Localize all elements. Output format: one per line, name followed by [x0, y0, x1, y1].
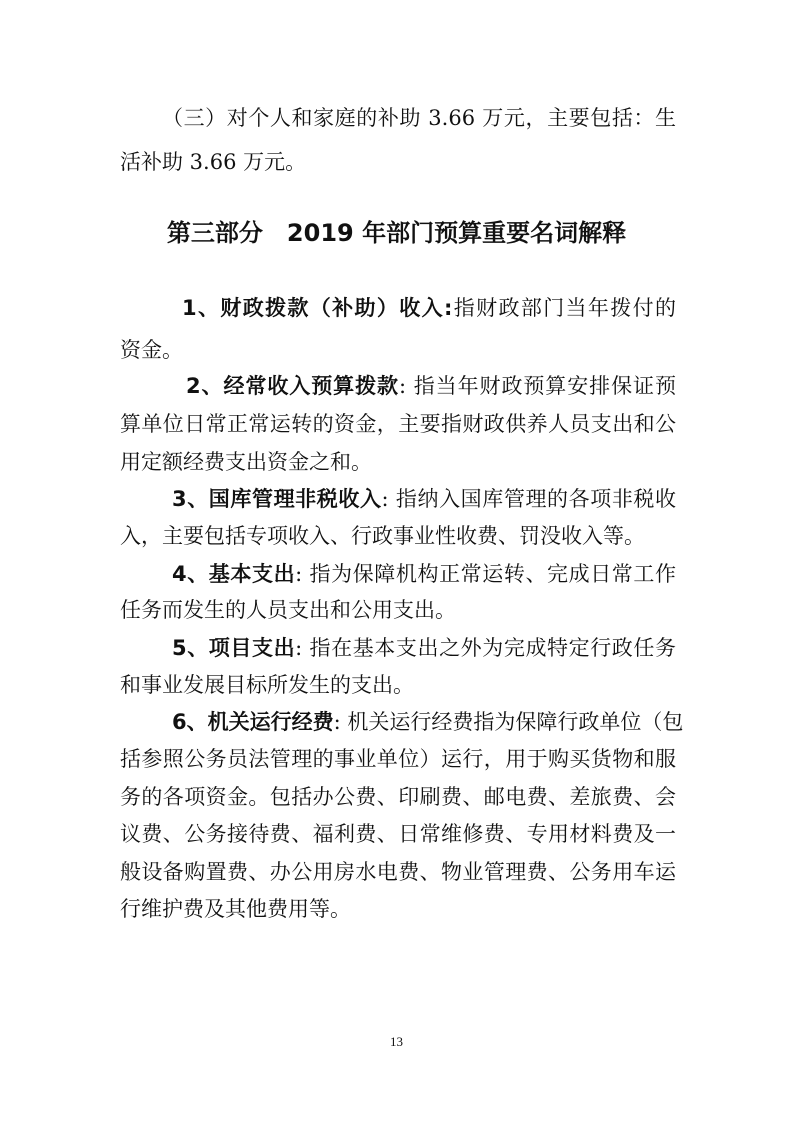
term-6-line-3: 务的各项资金。包括办公费、印刷费、邮电费、差旅费、会 [120, 785, 676, 809]
term-5-label: 5、项目支出 [172, 636, 296, 660]
term-6-line-5: 般设备购置费、办公用房水电费、物业管理费、公务用车运 [120, 860, 676, 884]
section-heading [0, 216, 793, 250]
term-3-label: 3、国库管理非税收入 [172, 487, 382, 511]
term-6-line-1 [120, 707, 684, 737]
para-3-line-2: 活补助 3.66 万元。 [120, 150, 307, 174]
term-5-def: : 指在基本支出之外为完成特定行政任务 [295, 636, 676, 660]
term-4-line-2: 任务而发生的人员支出和公用支出。 [120, 598, 456, 622]
term-5-line-2: 和事业发展目标所发生的支出。 [120, 673, 414, 697]
page-number: 13 [390, 1034, 403, 1049]
para-3-line-1: （三）对个人和家庭的补助 3.66 万元，主要包括：生 [162, 106, 676, 130]
term-1-def: 指财政部门当年拨付的 [452, 296, 677, 320]
term-1-label: 1、财政拨款（补助）收入: [182, 296, 453, 320]
term-3-def: : 指纳入国库管理的各项非税收 [381, 487, 676, 511]
term-3-line-1 [120, 484, 676, 514]
term-6-line-2: 括参照公务员法管理的事业单位）运行，用于购买货物和服 [120, 747, 676, 771]
term-6-def: : 机关运行经费指为保障行政单位（包 [333, 710, 684, 734]
heading-part: 第三部分 [166, 219, 263, 247]
term-2-line-1 [120, 371, 676, 401]
term-1-line-1 [120, 293, 676, 323]
term-4-def: : 指为保障机构正常运转、完成日常工作 [295, 562, 676, 586]
term-3-line-2: 入，主要包括专项收入、行政事业性收费、罚没收入等。 [120, 524, 645, 548]
term-2-line-2: 算单位日常正常运转的资金，主要指财政供养人员支出和公 [120, 412, 676, 436]
term-2-def: : 指当年财政预算安排保证预 [399, 374, 676, 398]
term-6-label: 6、机关运行经费 [172, 710, 334, 734]
term-2-line-3: 用定额经费支出资金之和。 [120, 450, 372, 474]
heading-title: 2019 年部门预算重要名词解释 [286, 219, 627, 247]
term-2-label: 2、经常收入预算拨款 [186, 374, 399, 398]
term-4-label: 4、基本支出 [172, 562, 296, 586]
term-5-line-1 [120, 633, 676, 663]
term-6-line-4: 议费、公务接待费、福利费、日常维修费、专用材料费及一 [120, 822, 676, 846]
term-1-line-2: 资金。 [120, 338, 183, 362]
term-6-line-6: 行维护费及其他费用等。 [120, 897, 351, 921]
term-4-line-1 [120, 559, 676, 589]
